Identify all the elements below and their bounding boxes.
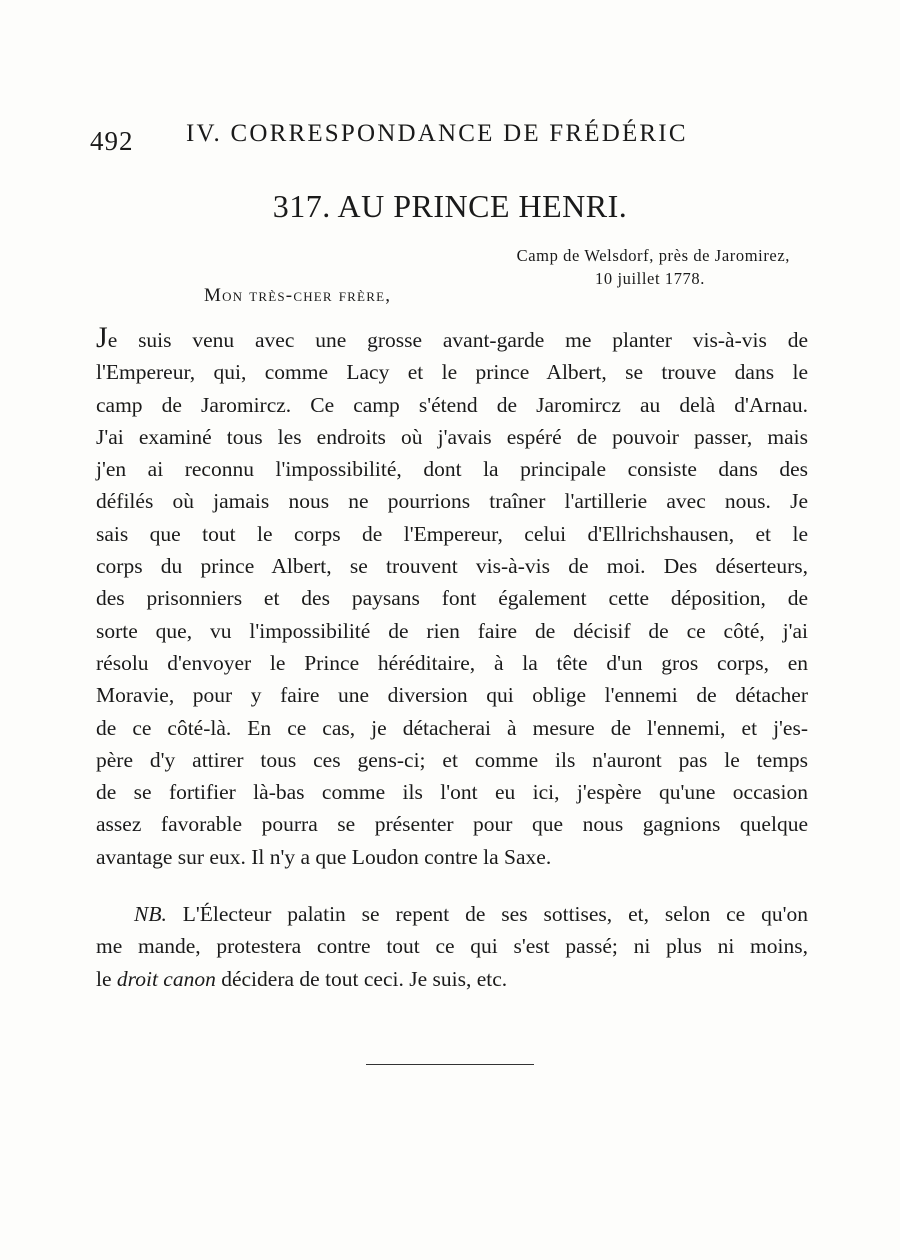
postscript bbox=[96, 898, 808, 995]
letter-body bbox=[96, 322, 808, 873]
body-line: de ce côté-là. En ce cas, je détacherai à mesure de l'ennemi, et j'es- bbox=[96, 715, 808, 740]
salutation: Mon très-cher frère, bbox=[204, 285, 392, 306]
body-line: j'en ai reconnu l'impossibilité, dont la principale consiste dans des bbox=[96, 457, 808, 482]
letter-title: 317. AU PRINCE HENRI. bbox=[272, 188, 628, 224]
body-line: père d'y attirer tous ces gens-ci; et comme ils n'auront pas le temps bbox=[96, 747, 808, 772]
body-line: des prisonniers et des paysans font également cette déposition, de bbox=[96, 586, 808, 611]
body-line: assez favorable pourra se présenter pour que nous gagnions quelque bbox=[96, 812, 808, 837]
nb-label: NB. bbox=[134, 902, 167, 926]
postscript-line: me mande, protestera contre tout ce qui s'est passé; ni plus ni moins, bbox=[96, 934, 808, 959]
droit-canon-italic: droit canon bbox=[116, 966, 216, 991]
drop-cap: J bbox=[96, 321, 108, 354]
dateline-place: Camp de Welsdorf, près de Jaromirez, bbox=[516, 246, 790, 265]
closing-rule bbox=[366, 1064, 534, 1065]
body-line: corps du prince Albert, se trouvent vis-à-vis de moi. Des déserteurs, bbox=[96, 554, 808, 579]
running-head: IV. CORRESPONDANCE DE FRÉDÉRIC bbox=[186, 120, 688, 147]
body-line: Moravie, pour y faire une diversion qui oblige l'ennemi de détacher bbox=[96, 683, 808, 708]
body-line: sais que tout le corps de l'Empereur, celui d'Ellrichshausen, et le bbox=[96, 521, 808, 546]
body-line: camp de Jaromircz. Ce camp s'étend de Jaromircz au delà d'Arnau. bbox=[96, 392, 808, 417]
dateline-date: 10 juillet 1778. bbox=[595, 269, 705, 288]
body-line-text: e suis venu avec une grosse avant-garde me planter vis-à-vis de bbox=[107, 328, 808, 352]
postscript-line bbox=[96, 898, 808, 930]
body-line: avantage sur eux. Il n'y a que Loudon contre la Saxe. bbox=[96, 844, 552, 869]
postscript-text: le bbox=[96, 966, 117, 991]
body-line: J'ai examiné tous les endroits où j'avais espéré de pouvoir passer, mais bbox=[96, 424, 808, 449]
body-line: sorte que, vu l'impossibilité de rien faire de décisif de ce côté, j'ai bbox=[96, 618, 808, 643]
body-line: de se fortifier là-bas comme ils l'ont eu ici, j'espère qu'une occasion bbox=[96, 780, 808, 805]
page-number: 492 bbox=[90, 126, 134, 156]
postscript-text: décidera de tout ceci. Je suis, etc. bbox=[215, 966, 508, 991]
body-line bbox=[96, 322, 808, 356]
body-line: l'Empereur, qui, comme Lacy et le prince Albert, se trouve dans le bbox=[96, 360, 808, 385]
postscript-text: L'Électeur palatin se repent de ses sottises, et, selon ce qu'on bbox=[166, 902, 808, 926]
body-line: défilés où jamais nous ne pourrions traîner l'artillerie avec nous. Je bbox=[96, 489, 808, 514]
body-line: résolu d'envoyer le Prince héréditaire, à la tête d'un gros corps, en bbox=[96, 650, 808, 675]
postscript-line bbox=[96, 963, 808, 995]
dateline bbox=[517, 244, 790, 290]
